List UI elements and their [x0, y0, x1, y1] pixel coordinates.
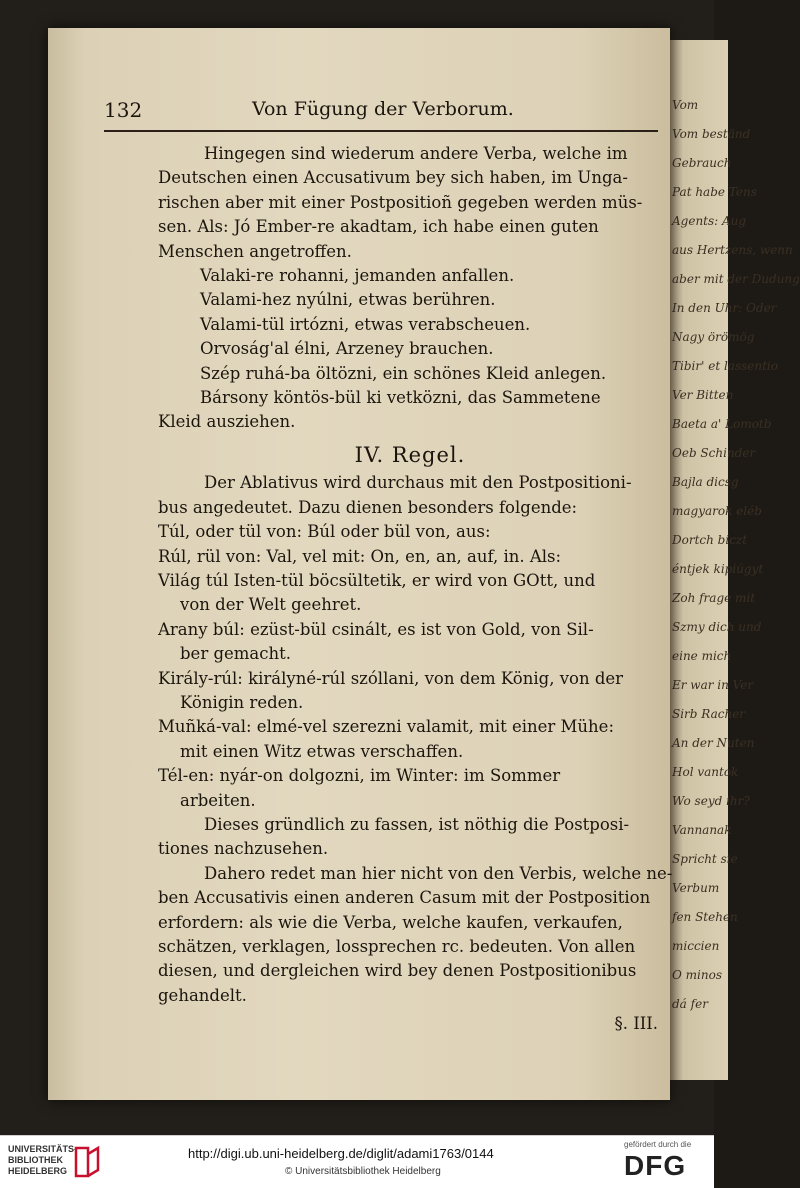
text-line: Dahero redet man hier nicht von den Verbis, welche ne- — [204, 863, 673, 883]
header-rule — [104, 130, 658, 132]
text-line: gehandelt. — [158, 985, 247, 1005]
facing-page-fragment: Wo seyd ihr? — [672, 794, 750, 808]
facing-page-fragment: Vom — [672, 98, 699, 112]
facing-page-fragment: Nagy örömög — [672, 330, 755, 344]
page-number: 132 — [104, 98, 143, 122]
facing-page-fragment: Tibir' et lassentio — [672, 359, 778, 373]
facing-page-fragment: aus Hertzens, wenn — [672, 243, 793, 257]
text-line: Valami-tül irtózni, etwas verabscheuen. — [200, 314, 531, 334]
facing-page-fragment: Vom beständ — [672, 127, 751, 141]
text-line: rischen aber mit einer Postpositioñ gegeben werden müs- — [158, 192, 643, 212]
facing-page-fragment: Dortch biczt — [672, 533, 748, 547]
facing-page-fragment: Baeta a' Lomotb — [672, 417, 772, 431]
facing-page-fragment: Ver Bitten — [672, 388, 734, 402]
facing-page-fragment: An der Nuten — [672, 736, 755, 750]
text-line: arbeiten. — [180, 790, 256, 810]
facing-page-fragment: Oeb Schinder — [672, 446, 756, 460]
facing-page-fragment: eine mich — [672, 649, 732, 663]
text-line: Der Ablativus wird durchaus mit den Postpositioni- — [204, 473, 632, 493]
library-name-line3: HEIDELBERG — [8, 1166, 68, 1176]
text-line: Tél-en: nyár-on dolgozni, im Winter: im Sommer — [158, 766, 561, 786]
facing-page-fragment: fen Stehen — [672, 910, 738, 924]
facing-page-fragment: Spricht sie — [672, 852, 738, 866]
text-line: mit einen Witz etwas verschaffen. — [180, 741, 464, 761]
text-line: Orvoság'al élni, Arzeney brauchen. — [200, 339, 494, 359]
facing-page-fragment: Gebrauch — [672, 156, 732, 170]
text-line: Hingegen sind wiederum andere Verba, welche im — [204, 144, 628, 163]
text-line: ben Accusativis einen anderen Casum mit der Postposition — [158, 888, 651, 908]
facing-page-fragment: éntjek kipiúgyt — [672, 562, 764, 576]
text-line: schätzen, verklagen, lossprechen rc. bedeuten. Von allen — [158, 937, 636, 956]
facing-page-fragment: Sirb Racher — [672, 707, 746, 721]
text-line: tiones nachzusehen. — [158, 839, 329, 859]
page-body — [158, 142, 673, 1037]
text-line: Deutschen einen Accusativum bey sich haben, im Unga- — [158, 168, 628, 188]
facing-page-fragment: Er war in Ver — [672, 678, 754, 692]
text-line: Kleid ausziehen. — [158, 412, 296, 432]
text-line: von der Welt geehret. — [180, 595, 362, 615]
facing-page-fragment: Agents: Aug — [672, 214, 747, 228]
facing-page-fragment: Szmy dich und — [672, 620, 762, 634]
text-line: Túl, oder tül von: Búl oder bül von, aus: — [158, 522, 491, 542]
text-line: Arany búl: ezüst-bül csinált, es ist von Gold, von Sil- — [158, 619, 594, 639]
text-line: Valami-hez nyúlni, etwas berühren. — [200, 290, 496, 310]
section-heading: IV. Regel. — [354, 442, 466, 467]
text-line: Bársony köntös-bül ki vetközni, das Sammetene — [200, 388, 601, 408]
page-header — [104, 98, 644, 124]
facing-page-fragment: magyarok eléb — [672, 504, 762, 518]
text-line: diesen, und dergleichen wird bey denen Postpositionibus — [158, 961, 637, 981]
library-name-line2: BIBLIOTHEK — [8, 1155, 63, 1165]
library-logo[interactable] — [8, 1144, 168, 1184]
facing-page-fragment: miccien — [672, 939, 720, 953]
facing-page-fragment: Bajla dicsg — [672, 475, 739, 489]
text-line: erfordern: als wie die Verba, welche kaufen, verkaufen, — [158, 912, 623, 932]
text-line: Dieses gründlich zu fassen, ist nöthig die Postposi- — [204, 814, 630, 834]
text-line: Menschen angetroffen. — [158, 241, 352, 261]
funder-caption: gefördert durch die — [624, 1140, 692, 1149]
text-line: Világ túl Isten-tül böcsültetik, er wird von GOtt, und — [158, 570, 596, 590]
viewer-footer — [0, 1135, 714, 1188]
copyright-notice: © Universitätsbibliothek Heidelberg — [285, 1166, 441, 1177]
text-line: Rúl, rül von: Val, vel mit: On, en, an, auf, in. Als: — [158, 546, 562, 566]
text-line: Valaki-re rohanni, jemanden anfallen. — [200, 266, 515, 286]
text-line: Muñká-val: elmé-vel szerezni valamit, mit einer Mühe: — [158, 717, 615, 737]
text-line: Szép ruhá-ba öltözni, ein schönes Kleid anlegen. — [200, 363, 607, 383]
facing-page-fragment: aber mit der Dudung — [672, 272, 800, 286]
facing-page-fragment: Zoh frage mit — [672, 591, 756, 605]
text-line: Königin reden. — [180, 692, 304, 712]
library-emblem-icon — [74, 1146, 100, 1180]
library-name — [8, 1144, 77, 1177]
facing-page-fragment: Pat habe Tens — [672, 185, 757, 199]
facing-page-fragment: Hol vantok — [672, 765, 739, 779]
facing-page-fragment: Vannanak — [672, 823, 732, 837]
facing-page-fragment: dá fer — [672, 997, 708, 1011]
facing-page-fragment: O minos — [672, 968, 722, 982]
text-line: sen. Als: Jó Ember-re akadtam, ich habe einen guten — [158, 217, 599, 237]
text-line: Király-rúl: királyné-rúl szóllani, von dem König, von der — [158, 668, 624, 688]
funder-name: DFG — [624, 1150, 687, 1181]
facing-page-edge — [668, 40, 800, 1080]
library-name-line1: UNIVERSITÄTS- — [8, 1144, 78, 1154]
text-line: bus angedeutet. Dazu dienen besonders folgende: — [158, 497, 578, 517]
running-title: Von Fügung der Verborum. — [252, 98, 514, 120]
permalink-url[interactable]: http://digi.ub.uni-heidelberg.de/diglit/adami1763/0144 — [188, 1146, 494, 1161]
text-line: ber gemacht. — [180, 644, 292, 664]
facing-page-fragment: Verbum — [672, 881, 720, 895]
funder-logo[interactable] — [624, 1140, 708, 1184]
section-marker: §. III. — [614, 1014, 658, 1034]
facing-page-fragment: In den Uhr: Oder — [672, 301, 777, 315]
